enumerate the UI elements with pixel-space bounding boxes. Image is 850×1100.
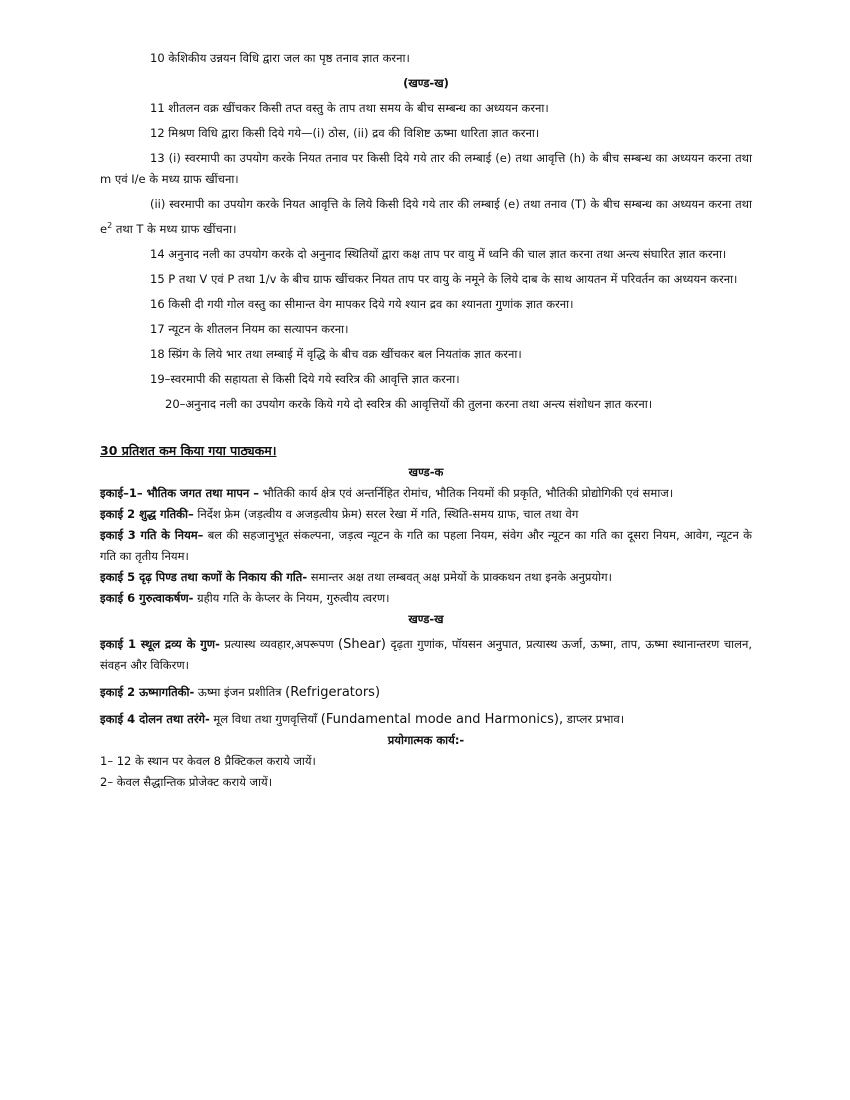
unit-3-text: बल की सहजानुभूत संकल्पना, जड़त्व न्यूटन के गति का पहला नियम, संवेग और न्यूटन का गति का दूसरा नियम, आवेग, न्यूटन के गति का तृतीय नियम। (100, 528, 753, 563)
b-unit-1-shear: (Shear) (338, 637, 386, 652)
b-unit-4-fundamental: (Fundamental mode and Harmonics), (320, 712, 564, 727)
lab-item-11: 11 शीतलन वक्र खींचकर किसी तप्त वस्तु के ताप तथा समय के बीच सम्बन्ध का अध्ययन करना। (150, 101, 549, 115)
unit-6 (0, 588, 850, 609)
b-unit-1 (0, 634, 850, 676)
lab-item-18: 18 स्प्रिंग के लिये भार तथा लम्बाई में वृद्धि के बीच वक्र खींचकर बल नियतांक ज्ञात करना। (150, 346, 522, 361)
b-unit-4-text-b: डाप्लर प्रभाव। (563, 712, 625, 726)
unit-6-text: ग्रहीय गति के केप्लर के नियम, गुरुत्वीय त्वरण। (193, 591, 390, 605)
unit-1-label: इकाई–1– भौतिक जगत तथा मापन – (100, 486, 260, 500)
b-unit-4-text-a: मूल विधा तथा गुणवृत्तियाँ (209, 712, 321, 726)
lab-item-17: 17 न्यूटन के शीतलन नियम का सत्यापन करना। (150, 321, 349, 336)
lab-item-19: 19–स्वरमापी की सहायता से किसी दिये गये स्वरित्र की आवृत्ति ज्ञात करना। (150, 371, 460, 386)
b-unit-4 (0, 709, 850, 730)
lab-item-16: 16 किसी दी गयी गोल वस्तु का सीमान्त वेग मापकर दिये गये श्यान द्रव का श्यानता गुणांक ज्ञात करना। (150, 296, 574, 311)
lab-item-13b (0, 194, 850, 240)
practical-item-1: 1– 12 के स्थान पर केवल 8 प्रैक्टिकल कराये जायें। (100, 754, 316, 768)
unit-3-label: इकाई 3 गति के नियम– (100, 528, 204, 542)
unit-6-label: इकाई 6 गुरुत्वाकर्षण- (100, 591, 194, 605)
unit-5 (0, 567, 850, 588)
lab-item-13b-part2: तथा T के मध्य ग्राफ खींचना। (112, 221, 237, 236)
lab-item-20: 20–अनुनाद नली का उपयोग करके किये गये दो स्वरित्र की आवृत्तियों की तुलना करना तथा अन्त्य संशोधन ज्ञात करना। (165, 396, 653, 411)
lab-item-14: 14 अनुनाद नली का उपयोग करके दो अनुनाद स्थितियों द्वारा कक्ष ताप पर वायु में ध्वनि की चाल ज्ञात करना तथा अन्त्य संघारित ज्ञात करना। (150, 246, 727, 261)
section-b-heading: (खण्ड-ख) (403, 76, 449, 90)
b-unit-2-text-a: ऊष्मा इंजन प्रशीतित्र (194, 685, 286, 699)
lab-item-15: 15 P तथा V एवं P तथा 1/v के बीच ग्राफ खींचकर नियत ताप पर वायु के नमूने के लिये दाब के साथ आयतन में परिवर्तन का अध्ययन करना। (150, 271, 738, 286)
reduced-syllabus (0, 440, 850, 793)
unit-5-text: समान्तर अक्ष तथा लम्बवत् अक्ष प्रमेयों के प्राक्कथन तथा इनके अनुप्रयोग। (307, 570, 612, 584)
unit-2-label: इकाई 2 शुद्ध गतिकी– (100, 507, 194, 521)
unit-3 (0, 525, 850, 567)
b-unit-1-text-b: दृढ़ता गुणांक, पॉयसन अनुपात, प्रत्यास्थ ऊर्जा, ऊष्मा, ताप, ऊष्मा स्थानान्तरण चालन, संवहन और विकिरण। (100, 637, 752, 672)
b-unit-1-text-a: प्रत्यास्थ व्यवहार,अपरूपण (219, 637, 339, 651)
b-unit-2-label: इकाई 2 ऊष्मागतिकी- (100, 685, 195, 699)
practical-item-2: 2– केवल सैद्धान्तिक प्रोजेक्ट कराये जायें। (100, 775, 273, 789)
lab-item-13b-part1: (ii) स्वरमापी का उपयोग करके नियत आवृत्ति के लिये किसी दिये गये तार की लम्बाई (e) तथा तनाव (T) के बीच सम्बन्ध का अध्ययन करना तथा e (100, 197, 752, 236)
lab-item-10: 10 केशिकीय उन्नयन विधि द्वारा जल का पृष्ठ तनाव ज्ञात करना। (150, 51, 410, 65)
lab-item-13a: 13 (i) स्वरमापी का उपयोग करके नियत तनाव पर किसी दिये गये तार की लम्बाई (e) तथा आवृत्ति (h) के बीच सम्बन्ध का अध्ययन करना तथा m एवं I/e के मध्य ग्राफ खींचना। (100, 151, 752, 186)
lab-list (0, 48, 850, 415)
reduced-title: 30 प्रतिशत कम किया गया पाठ्यकम। (100, 443, 277, 458)
practical-heading: प्रयोगात्मक कार्य:- (387, 733, 465, 747)
b-unit-2-refrigerators: (Refrigerators) (285, 685, 381, 700)
unit-5-label: इकाई 5 दृढ़ पिण्ड तथा कणों के निकाय की गति- (100, 570, 308, 584)
unit-1-text: भौतिकी कार्य क्षेत्र एवं अन्तर्निहित रोमांच, भौतिक नियमों की प्रकृति, भौतिकी प्रोद्योगिकी एवं समाज। (259, 486, 674, 500)
b-unit-4-label: इकाई 4 दोलन तथा तरंगे- (100, 712, 210, 726)
lab-item-12: 12 मिश्रण विधि द्वारा किसी दिये गये—(i) ठोस, (ii) द्रव की विशिष्ट ऊष्मा धारिता ज्ञात करना। (150, 126, 540, 140)
b-unit-1-label: इकाई 1 स्थूल द्रव्य के गुण- (100, 637, 220, 651)
unit-2 (0, 504, 850, 525)
b-unit-2 (0, 682, 850, 703)
section-b-heading-2: खण्ड-ख (408, 612, 444, 626)
unit-2-text: निर्देश फ्रेम (जड़त्वीय व अजड़त्वीय फ्रेम) सरल रेखा में गति, स्थिति-समय ग्राफ, चाल तथा वेग (193, 507, 579, 521)
section-a-heading: खण्ड-क (408, 465, 444, 479)
unit-1 (0, 483, 850, 504)
lab-item-13b-sup: 2 (107, 221, 113, 230)
